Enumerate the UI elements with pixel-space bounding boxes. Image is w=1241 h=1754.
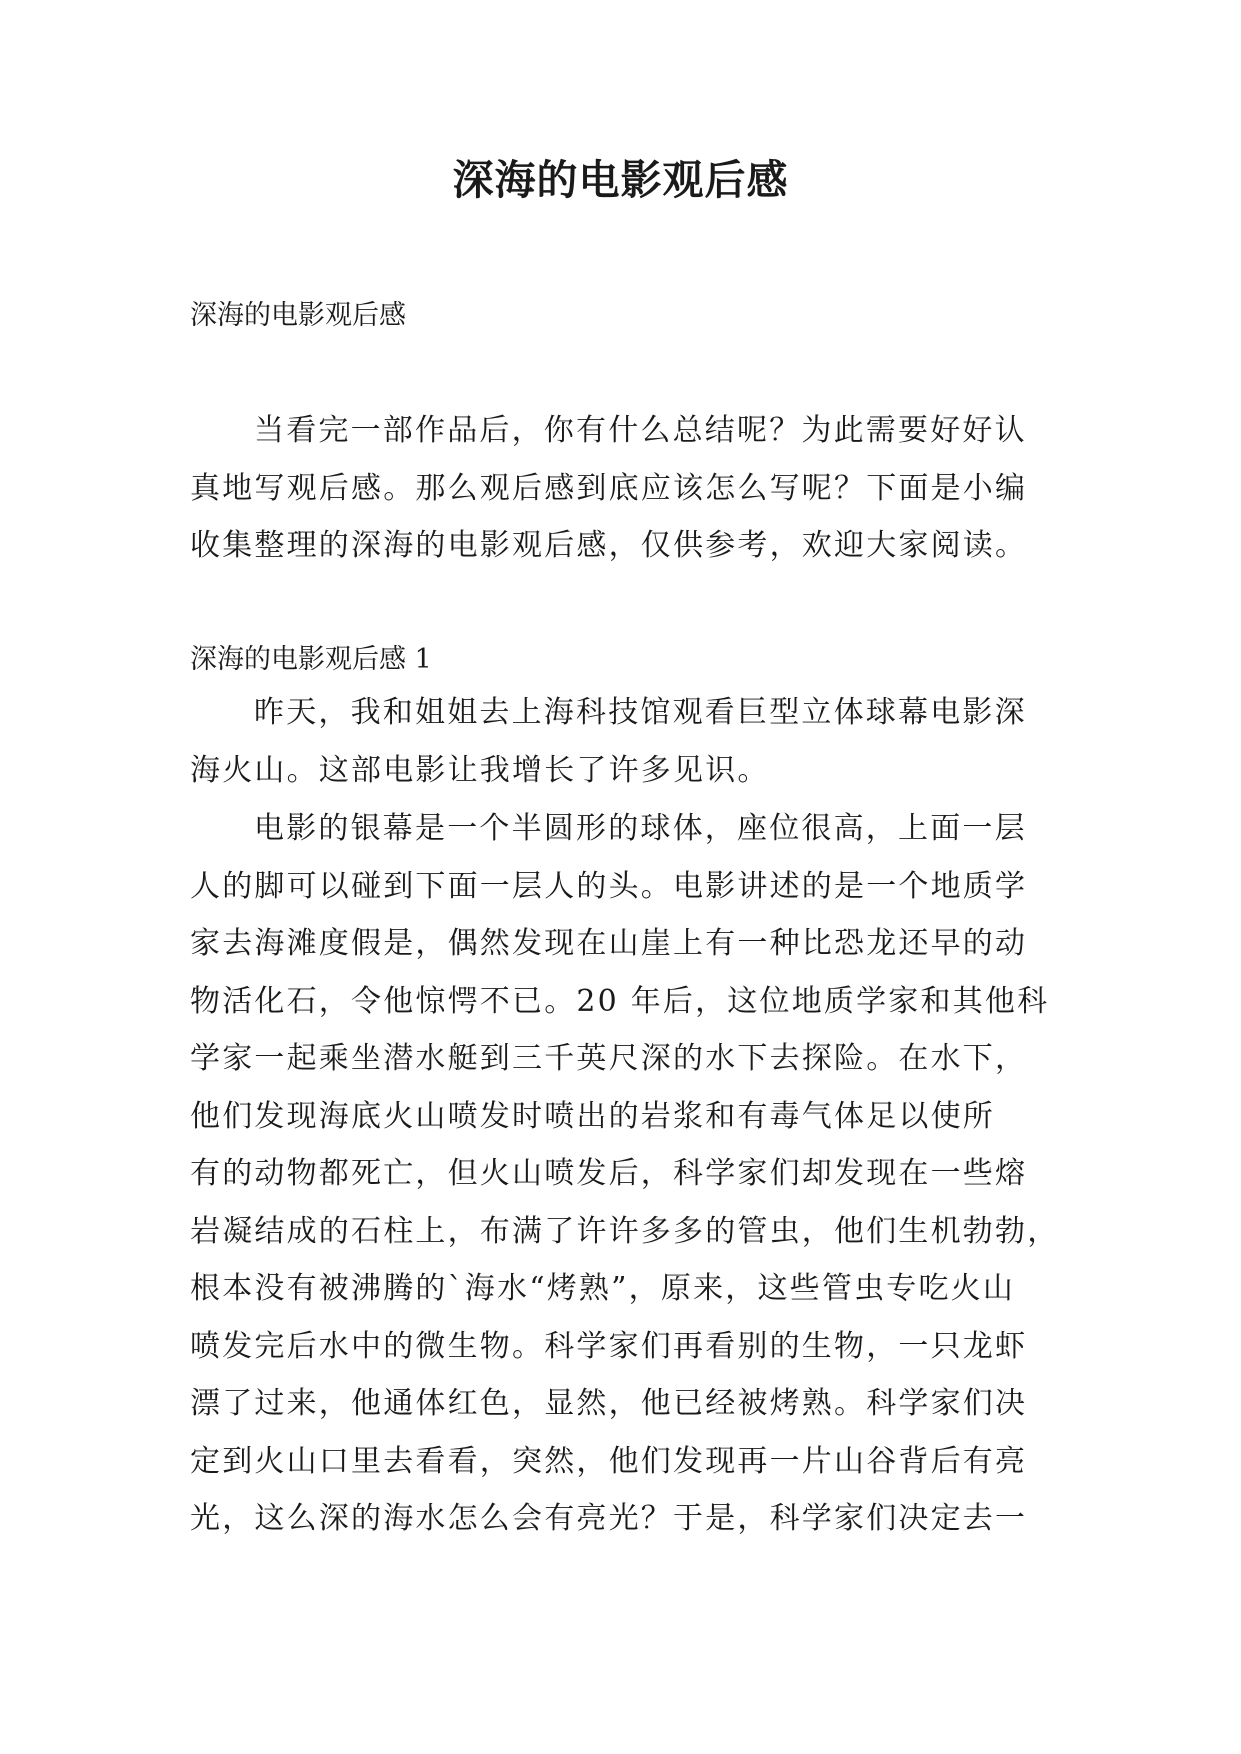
section-heading: 深海的电影观后感 1 [190, 644, 432, 675]
paragraph-line: 学家一起乘坐潜水艇到三千英尺深的水下去探险。在水下， [190, 1041, 1028, 1076]
paragraph-line: 他们发现海底火山喷发时喷出的岩浆和有毒气体足以使所 [190, 1098, 995, 1134]
paragraph-line: 物活化石，令他惊愕不已。20 年后，这位地质学家和其他科 [190, 983, 1050, 1019]
intro-line: 收集整理的深海的电影观后感，仅供参考，欢迎大家阅读。 [190, 528, 1028, 563]
document-subtitle: 深海的电影观后感 [190, 300, 406, 331]
paragraph-line: 根本没有被沸腾的`海水“烤熟”，原来，这些管虫专吃火山 [190, 1271, 1016, 1306]
paragraph-line: 家去海滩度假是，偶然发现在山崖上有一种比恐龙还早的动 [190, 926, 1028, 961]
paragraph-line: 电影的银幕是一个半圆形的球体，座位很高，上面一层 [254, 811, 1027, 846]
paragraph-line: 光，这么深的海水怎么会有亮光？于是，科学家们决定去一 [190, 1501, 1028, 1536]
paragraph-line: 漂了过来，他通体红色，显然，他已经被烤熟。科学家们决 [190, 1386, 1028, 1421]
paragraph-1 [190, 684, 1070, 799]
paragraph-line: 岩凝结成的石柱上，布满了许许多多的管虫，他们生机勃勃， [190, 1213, 1060, 1249]
document-title: 深海的电影观后感 [452, 156, 789, 204]
paragraph-line: 有的动物都死亡，但火山喷发后，科学家们却发现在一些熔 [190, 1156, 1028, 1191]
paragraph-line: 定到火山口里去看看，突然，他们发现再一片山谷背后有亮 [190, 1443, 1028, 1479]
intro-line: 真地写观后感。那么观后感到底应该怎么写呢？下面是小编 [190, 470, 1028, 506]
intro-paragraph [190, 402, 1070, 575]
paragraph-2 [190, 800, 1070, 1548]
paragraph-line: 喷发完后水中的微生物。科学家们再看别的生物，一只龙虾 [190, 1328, 1028, 1364]
paragraph-line: 昨天，我和姐姐去上海科技馆观看巨型立体球幕电影深 [254, 695, 1027, 730]
paragraph-line: 人的脚可以碰到下面一层人的头。电影讲述的是一个地质学 [190, 868, 1028, 904]
intro-line: 当看完一部作品后，你有什么总结呢？为此需要好好认 [254, 413, 1027, 448]
paragraph-line: 海火山。这部电影让我增长了许多见识。 [190, 752, 770, 788]
